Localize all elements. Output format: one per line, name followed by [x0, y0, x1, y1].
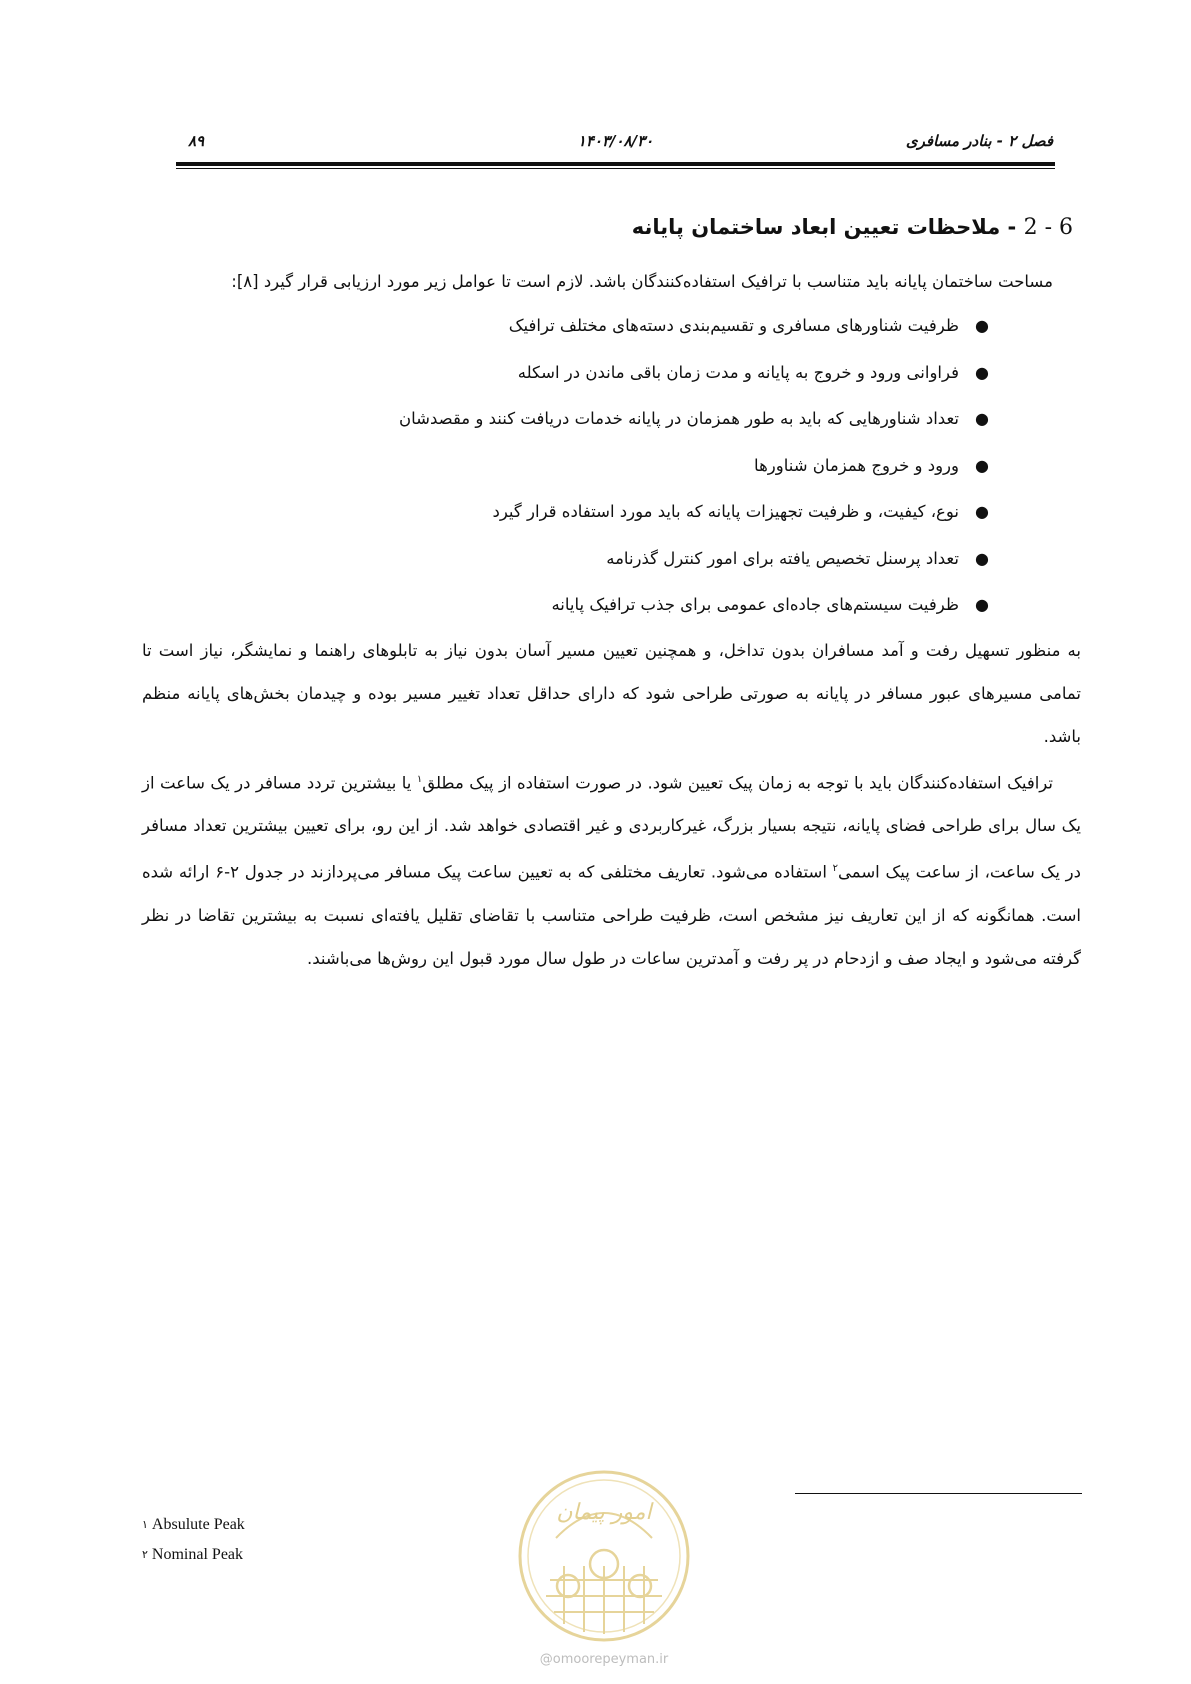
section-heading: 2 - 6 - ملاحظات تعیین ابعاد ساختمان پایانه [631, 215, 1073, 240]
footnote-ref-2: ۲ [832, 863, 839, 874]
main-content [142, 215, 1081, 980]
list-item: ● فراوانی ورود و خروج به پایانه و مدت زمان باقی ماندن در اسکله [142, 350, 989, 397]
chapter-title: فصل ۲ - بنادر مسافری [905, 132, 1053, 150]
bullet-icon: ● [975, 455, 989, 475]
watermark-stamp-icon [516, 1468, 692, 1644]
list-item: ● تعداد شناورهایی که باید به طور همزمان در پایانه خدمات دریافت کنند و مقصدشان [142, 396, 989, 443]
watermark-handle: @omoorepeyman.ir [539, 1652, 669, 1667]
peak-paragraph: ترافیک استفاده‌کنندگان باید با توجه به زمان پیک تعیین شود. در صورت استفاده از پیک مطلق$^۱$ یا بیشترین تردد مسافر در یک ساعت از یک سال برای طراحی فضای پایانه، نتیجه بسیار بزرگ، غیرکاربردی و غیر اقتصادی خواهد شد. از این رو، برای تعیین بیشترین تعداد مسافر در یک ساعت، از ساعت پیک اسمی$^۲$ استفاده می‌شود. تعاریف مختلفی که به تعیین ساعت پیک مسافر می‌پردازند در جدول ۲-۶ ارائه شده است. همانگونه که از این تعاریف نیز مشخص است، ظرفیت طراحی متناسب با تقاضای تقلیل یافته‌ای نسبت به بیشترین تقاضا در نظر گرفته می‌شود و ایجاد صف و ازدحام در پر رفت و آمدترین ساعات در طول سال مورد قبول این روش‌ها می‌باشند. [142, 773, 1081, 968]
intro-paragraph: مساحت ساختمان پایانه باید متناسب با ترافیک استفاده‌کنندگان باشد. لازم است تا عوامل زیر مورد ارزیابی قرار گیرد [۸]: [231, 272, 1053, 291]
routing-paragraph: به منظور تسهیل رفت و آمد مسافران بدون تداخل، و همچنین تعیین مسیر آسان بدون نیاز به تابلوهای راهنما و نمایشگر، نیاز است تا تمامی مسیرهای عبور مسافر در پایانه به صورتی طراحی شود که دارای حداقل تعداد تغییر مسیر بوده و چیدمان بخش‌های پایانه منظم باشد. [142, 640, 1081, 746]
bullet-icon: ● [975, 409, 989, 428]
header-rule-thin [176, 168, 1055, 169]
bullet-icon: ● [975, 548, 989, 568]
header-date: ۱۴۰۳/۰۸/۳۰ [577, 132, 654, 150]
factor-list [142, 303, 1081, 629]
footnote-2: $^۲$ Nominal Peak [142, 1546, 244, 1563]
stamp-text: امور پیمان [556, 1500, 652, 1525]
header-rule-thick [176, 162, 1055, 166]
page-number: ۸۹ [188, 132, 205, 150]
list-item: ● نوع، کیفیت، و ظرفیت تجهیزات پایانه که باید مورد استفاده قرار گیرد [142, 489, 989, 536]
footnotes [142, 1510, 245, 1570]
list-item: ● ظرفیت شناورهای مسافری و تقسیم‌بندی دسته‌های مختلف ترافیک [142, 303, 989, 350]
bullet-icon: ● [975, 502, 989, 521]
list-item: ● ظرفیت سیستم‌های جاده‌ای عمومی برای جذب ترافیک پایانه [142, 582, 989, 629]
bullet-icon: ● [975, 316, 989, 335]
bullet-icon: ● [975, 362, 989, 382]
list-item: ● ورود و خروج همزمان شناورها [142, 443, 989, 490]
list-item: ● تعداد پرسنل تخصیص یافته برای امور کنترل گذرنامه [142, 536, 989, 583]
footnote-ref-1: ۱ [416, 773, 423, 785]
footnote-1: $^۱$ Absulute Peak [142, 1516, 245, 1533]
section-title: ملاحظات تعیین ابعاد ساختمان پایانه [631, 215, 1001, 239]
section-number: 2 - 6 [1023, 215, 1073, 240]
bullet-icon: ● [975, 595, 989, 614]
footnote-rule [795, 1493, 1082, 1494]
